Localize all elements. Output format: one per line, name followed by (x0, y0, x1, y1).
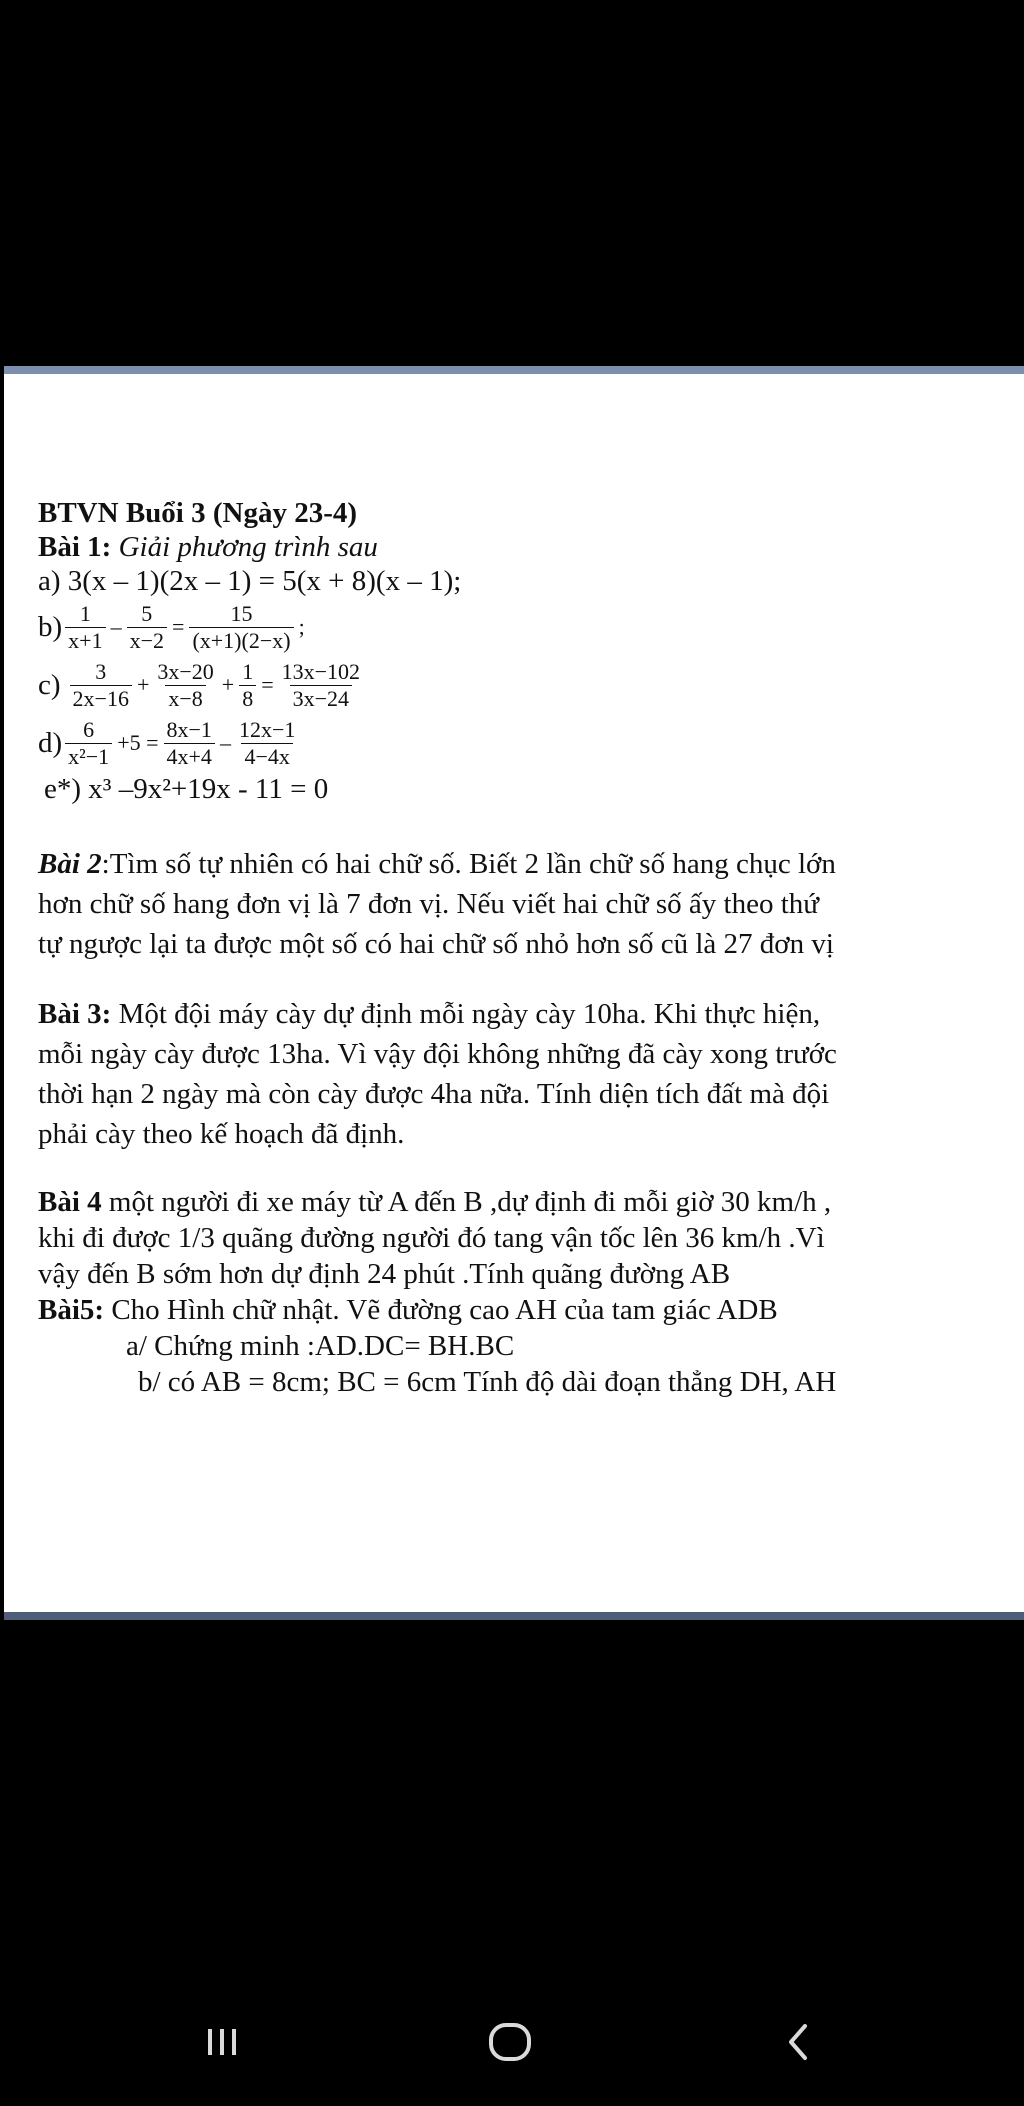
bai3: Bài 3: Một đội máy cày dự định mỗi ngày cày 10ha. Khi thực hiện, mỗi ngày cày được 13ha. Vì vậy đội không những đã cày xong trước thời hạn 2 ngày mà còn cày được 4ha nữa. Tính diện tích đất mà đội phải cày theo kế hoạch đã định. (38, 998, 837, 1150)
fraction: $\frac{13x-102}{3x-24}$ (281, 658, 361, 711)
eq-c-label: c) (38, 669, 61, 701)
fraction: $\frac{3x-20}{x-8}$ (157, 658, 214, 711)
eq-a: a) 3(x – 1)(2x – 1) = 5(x + 8)(x – 1); (38, 565, 462, 597)
bai1-heading (38, 530, 1018, 564)
fraction: $\frac{1}{x+1}$ (65, 601, 105, 654)
fraction: $\frac{8x-1}{4x+4}$ (164, 717, 215, 770)
eq-b: b) $\frac{1}{x+1}$ – $\frac{5}{x-2}$ = $\frac{15}{(x+1)(2-x)}$ ; (38, 600, 305, 653)
document-content (38, 496, 1018, 1400)
home-icon[interactable] (480, 2012, 540, 2072)
document-page (4, 366, 1024, 1620)
eq-b-label: b) (38, 611, 63, 643)
bai1-title: Bài 1: (38, 531, 112, 563)
bai4-title: Bài 4 (38, 1186, 102, 1218)
fraction: $\frac{6}{\text{x²−1}}$ (65, 717, 112, 770)
bai2: Bài 2:Tìm số tự nhiên có hai chữ số. Biết 2 lần chữ số hang chục lớn hơn chữ số hang đơn vị là 7 đơn vị. Nếu viết hai chữ số ấy theo thứ tự ngược lại ta được một số có hai chữ số nhỏ hơn số cũ là 27 đơn vị (38, 848, 836, 960)
bai5-a: a/ Chứng minh :AD.DC= BH.BC (126, 1330, 515, 1362)
bai5-b: b/ có AB = 8cm; BC = 6cm Tính độ dài đoạn thẳng DH, AH (138, 1366, 837, 1398)
eq-d: d) $\frac{6}{\text{x²−1}}$ +5 = $\frac{8x-1}{4x+4}$ – $\frac{12x-1}{4-4x}$ (38, 714, 1018, 772)
eq-c: c) $\frac{3}{2x-16}$ + $\frac{3x-20}{x-8}$ + $\frac{1}{8}$ = $\frac{13x-102}{3x-24}$ (38, 656, 1018, 714)
bai3-title: Bài 3: (38, 998, 112, 1030)
fraction: $\frac{15}{(x+1)(2-x)}$ (189, 601, 293, 654)
bai2-title: Bài 2 (38, 848, 102, 880)
fraction: $\frac{1}{8}$ (239, 659, 256, 712)
bai5: Bài5: Cho Hình chữ nhật. Vẽ đường cao AH của tam giác ADB a/ Chứng minh :AD.DC= BH.BC b/ có AB = 8cm; BC = 6cm Tính độ dài đoạn thẳng DH, AH (38, 1292, 1018, 1400)
bai1-subtitle: Giải phương trình sau (118, 531, 378, 563)
fraction: $\frac{5}{x-2}$ (127, 601, 167, 654)
header-title: BTVN Buổi 3 (Ngày 23-4) (38, 497, 358, 529)
bai4: Bài 4 một người đi xe máy từ A đến B ,dự định đi mỗi giờ 30 km/h , khi đi được 1/3 quãng đường người đó tang vận tốc lên 36 km/h .Vì vậy đến B sớm hơn dự định 24 phút .Tính quãng đường AB (38, 1186, 832, 1290)
bai5-title: Bài5: (38, 1294, 105, 1326)
fraction: $\frac{3}{2x-16}$ (70, 659, 132, 712)
eq-e: e*) x³ –9x²+19x - 11 = 0 (44, 773, 329, 805)
fraction: $\frac{12x-1}{4-4x}$ (238, 716, 296, 769)
recents-icon[interactable] (192, 2012, 252, 2072)
back-icon[interactable] (768, 2012, 828, 2072)
eq-d-label: d) (38, 727, 63, 759)
